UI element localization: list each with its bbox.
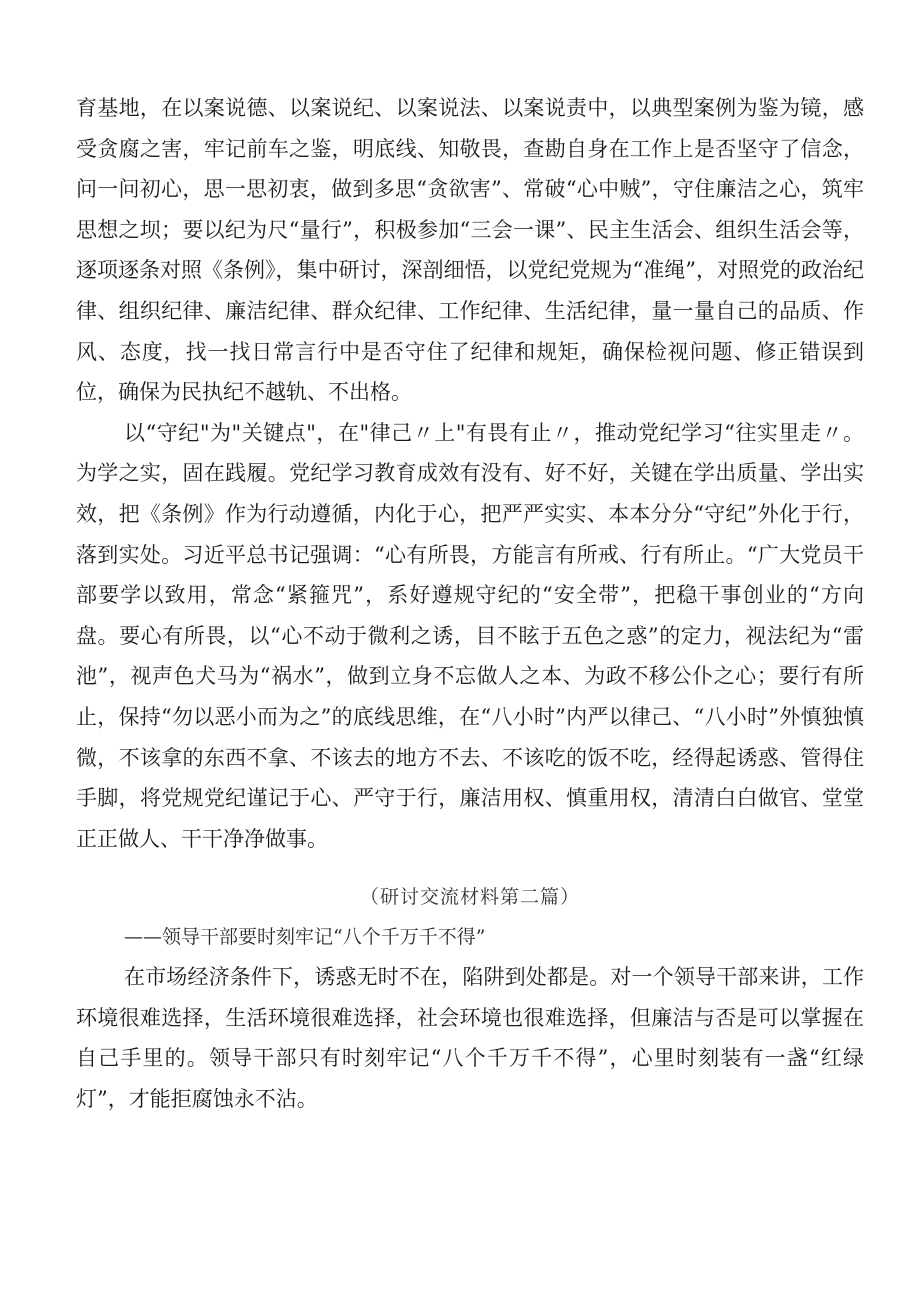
- paragraph-continued: 育基地，在以案说德、以案说纪、以案说法、以案说责中，以典型案例为鉴为镜，感受贪腐之害，牢记前车之鉴，明底线、知敬畏，查勘自身在工作上是否坚守了信念，问一问初心，思一思初衷，做到多思“贪欲害”、常破“心中贼”，守住廉洁之心，筑牢思想之坝；要以纪为尺“量行”，积极参加“三会一课”、民主生活会、组织生活会等，逐项逐条对照《条例》，集中研讨，深剖细悟，以党纪党规为“准绳”，对照党的政治纪律、组织纪律、廉洁纪律、群众纪律、工作纪律、生活纪律，量一量自己的品质、作风、态度，找一找日常言行中是否守住了纪律和规矩，确保检视问题、修正错误到位，确保为民执纪不越轨、不出格。: [76, 96, 864, 405]
- section-title: （研讨交流材料第二篇）: [359, 886, 580, 909]
- document-page: [76, 88, 864, 1120]
- paragraph-market-economy: 在市场经济条件下，诱惑无时不在，陷阱到处都是。对一个领导干部来讲，工作环境很难选择，生活环境很难选择，社会环境也很难选择，但廉洁与否是可以掌握在自己手里的。领导干部只有时刻牢记“八个千万千不得”，心里时刻装有一盏“红绿灯”，才能拒腐蚀永不沾。: [76, 965, 864, 1112]
- section-subtitle: ——领导干部要时刻牢记“八个千万千不得”: [124, 926, 486, 949]
- paragraph-discipline: 以“守纪"为"关键点"，在"律己〃上"有畏有止〃，推动党纪学习“往实里走〃。为学之实，固在践履。党纪学习教育成效有没有、好不好，关键在学出质量、学出实效，把《条例》作为行动遵循，内化于心，把严严实实、本本分分“守纪”外化于行，落到实处。习近平总书记强调：“心有所畏，方能言有所戒、行有所止。“广大党员干部要学以致用，常念“紧箍咒”，系好遵规守纪的“安全带”，把稳干事创业的“方向盘。要心有所畏，以“心不动于微利之诱，目不眩于五色之惑”的定力，视法纪为“雷池”，视声色犬马为“祸水”，做到立身不忘做人之本、为政不移公仆之心；要行有所止，保持“勿以恶小而为之”的底线思维，在“八小时”内严以律己、“八小时”外慎独慎微，不该拿的东西不拿、不该去的地方不去、不该吃的饭不吃，经得起诱惑、管得住手脚，将党规党纪谨记于心、严守于行，廉洁用权、慎重用权，清清白白做官、堂堂正正做人、干干净净做事。: [76, 420, 864, 851]
